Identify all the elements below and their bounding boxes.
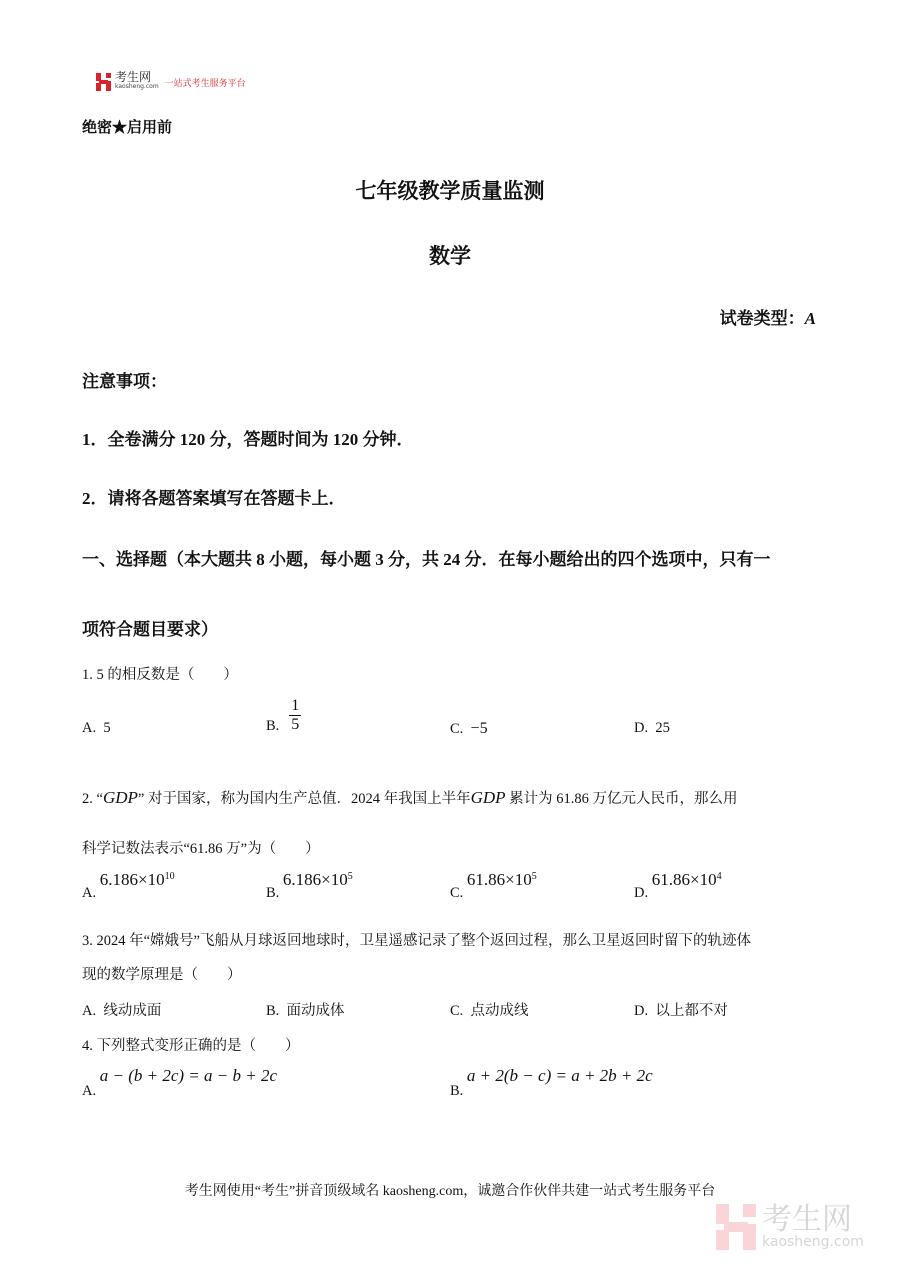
q2-option-a: A. $6.186\times 10^{10}$	[82, 870, 175, 901]
fraction: $\frac{1}{5}$	[291, 697, 300, 733]
note-item: 2．请将各题答案填写在答题卡上．	[82, 489, 346, 508]
question-1-stem: 1. 5 的相反数是（ ）	[82, 667, 238, 683]
watermark-logo-icon	[716, 1204, 756, 1250]
question-4-stem: 4. 下列整式变形正确的是（ ）	[82, 1038, 300, 1054]
logo-domain: kaosheng.com	[115, 83, 159, 90]
watermark-domain: kaosheng.com	[762, 1234, 864, 1250]
q2-option-b: B. $6.186\times 10^5$	[266, 870, 353, 901]
notes-heading: 注意事项：	[82, 372, 167, 391]
paper-type-label: 试卷类型：	[719, 309, 805, 328]
q1-option-c: C. −5	[450, 720, 488, 737]
subject-title: 数学	[429, 244, 471, 268]
q3-option-d: D. 以上都不对	[634, 1003, 728, 1019]
section-heading: 一、选择题（本大题共 8 小题，每小题 3 分，共 24 分．在每小题给出的四个选项中，只有一	[82, 550, 771, 569]
q1-option-d: D. 25	[634, 720, 670, 736]
q2-option-d: D. $61.86\times 10^4$	[634, 870, 722, 901]
q2-option-c: C. $61.86\times 10^5$	[450, 870, 537, 901]
logo-mark-icon	[96, 73, 111, 91]
question-2-stem: 2. “GDP” 对于国家，称为国内生产总值．2024 年我国上半年GDP 累计为 61.86 万亿元人民币，那么用	[82, 788, 738, 807]
watermark-name: 考生网	[762, 1202, 852, 1237]
question-3-stem: 3. 2024 年“嫦娥号”飞船从月球返回地球时，卫星遥感记录了整个返回过程，那么卫星返回时留下的轨迹体	[82, 933, 751, 949]
q4-option-a: A. a − (b + 2c) = a − b + 2c	[82, 1066, 278, 1099]
question-2-stem-cont: 科学记数法表示“61.86 万”为（ ）	[82, 841, 320, 857]
paper-type-value: A	[804, 309, 816, 328]
q3-option-a: A. 线动成面	[82, 1003, 162, 1019]
logo-slogan: 一站式考生服务平台	[164, 78, 246, 89]
logo-name: 考生网	[115, 70, 152, 84]
q1-option-a: A. 5	[82, 720, 111, 736]
q4-option-b: B. a + 2(b − c) = a + 2b + 2c	[450, 1066, 653, 1099]
q1-option-b: B. $\frac{1}{5}$	[266, 697, 300, 734]
question-3-stem-cont: 现的数学原理是（ ）	[82, 967, 242, 983]
watermark	[716, 1204, 864, 1250]
section-heading-cont: 项符合题目要求）	[82, 620, 218, 639]
logo	[96, 72, 246, 92]
footer-text: 考生网使用“考生”拼音顶级域名 kaosheng.com，诚邀合作伙伴共建一站式考生服务平台	[184, 1184, 716, 1199]
q3-option-b: B. 面动成体	[266, 1003, 345, 1019]
note-item: 1．全卷满分 120 分，答题时间为 120 分钟．	[82, 430, 414, 449]
q3-option-c: C. 点动成线	[450, 1003, 529, 1019]
page-title: 七年级教学质量监测	[355, 179, 545, 203]
secret-label: 绝密★启用前	[82, 120, 173, 136]
paper-type	[720, 304, 816, 329]
